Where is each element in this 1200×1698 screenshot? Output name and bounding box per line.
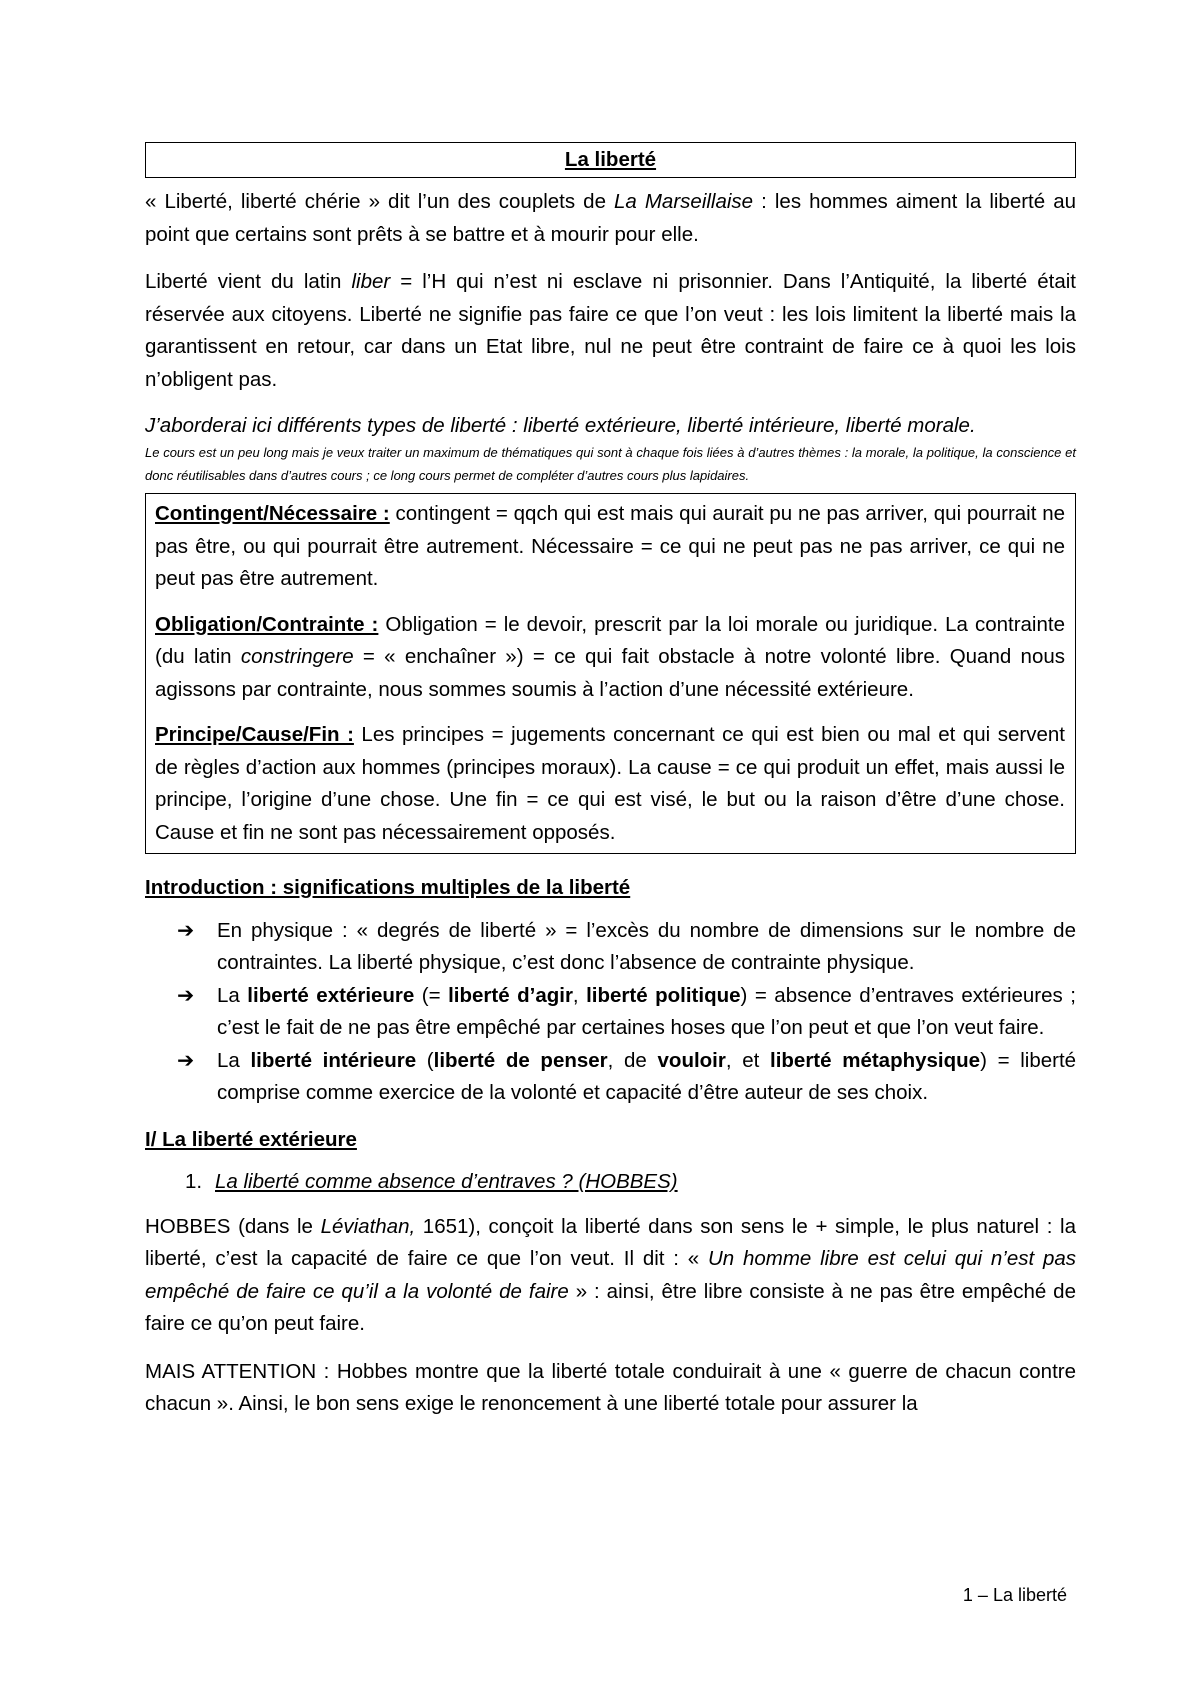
arrow-right-icon: ➔ bbox=[177, 918, 195, 942]
list-item: ➔ La liberté intérieure (liberté de penser, de vouloir, et liberté métaphysique) = liberté comprise comme exercice de la volonté et capacité d’être auteur de ses choix. bbox=[177, 1045, 1076, 1110]
definition-obligation: Obligation/Contrainte : Obligation = le devoir, prescrit par la loi morale ou juridique. La contrainte (du latin constringere = « enchaîner ») = ce qui fait obstacle à notre volonté libre. Quand nous agissons par contrainte, nous sommes soumis à l’action d’une nécessité extérieure. bbox=[155, 612, 1065, 701]
page-title: La liberté bbox=[145, 142, 1076, 178]
hobbes-paragraph-1: HOBBES (dans le Léviathan, 1651), conçoit la liberté dans son sens le + simple, le plus naturel : la liberté, c’est la capacité de faire ce que l’on veut. Il dit : « Un homme libre est celui qui n’est pas empêché de faire ce qu’il a la volonté de faire » : ainsi, être libre consiste à ne pas être empêché de faire ce qu’on peut faire. bbox=[145, 1214, 1077, 1335]
section-1-heading: I/ La liberté extérieure bbox=[145, 1127, 357, 1151]
definitions-box bbox=[145, 493, 1076, 854]
arrow-right-icon: ➔ bbox=[177, 983, 195, 1007]
author-note: Le cours est un peu long mais je veux traiter un maximum de thématiques qui sont à chaque fois liées à d’autres thèmes : la morale, la politique, la conscience et donc réutilisables dans d’autres cours ; ce long cours permet de compléter d’autres cours plus lapidaires. bbox=[145, 445, 1076, 483]
term-obligation: Obligation/Contrainte : bbox=[155, 612, 379, 636]
list-item: ➔ La liberté extérieure (= liberté d’agir, liberté politique) = absence d’entraves extérieures ; c’est le fait de ne pas être empêché par certaines hoses que l’on peut et que l’on veut faire. bbox=[177, 980, 1076, 1045]
introduction-heading: Introduction : significations multiples de la liberté bbox=[145, 876, 631, 899]
subsection-1-heading: 1. La liberté comme absence d’entraves ? (HOBBES) bbox=[185, 1170, 678, 1193]
hobbes-paragraph-2: MAIS ATTENTION : Hobbes montre que la liberté totale conduirait à une « guerre de chacun contre chacun ». Ainsi, le bon sens exige le renoncement à une liberté totale pour assurer la bbox=[145, 1359, 1076, 1415]
term-principe: Principe/Cause/Fin : bbox=[155, 723, 354, 746]
intro-paragraph-2: Liberté vient du latin liber = l’H qui n’est ni esclave ni prisonnier. Dans l’Antiquité, la liberté était réservée aux citoyens. Liberté ne signifie pas faire ce que l’on veut : les lois limitent la liberté mais la garantissent en retour, car dans un Etat libre, nul ne peut être contraint de faire ce à quoi les lois n’obligent pas. bbox=[145, 270, 1076, 391]
definition-principe: Principe/Cause/Fin : Les principes = jugements concernant ce qui est bien ou mal et qui servent de règles d’action aux hommes (principes moraux). La cause = ce qui produit un effet, mais aussi le principe, l’origine d’une chose. Une fin = ce qui est visé, le but ou la raison d’être d’une chose. Cause et fin ne sont pas nécessairement opposés. bbox=[155, 723, 1065, 844]
document-page bbox=[145, 142, 1076, 1436]
list-item: ➔ En physique : « degrés de liberté » = l’excès du nombre de dimensions sur le nombre de contraintes. La liberté physique, c’est donc l’absence de contrainte physique. bbox=[177, 915, 1076, 980]
intent-statement: J’aborderai ici différents types de liberté : liberté extérieure, liberté intérieure, liberté morale. bbox=[145, 414, 976, 437]
page-footer: 1 – La liberté bbox=[962, 1585, 1067, 1605]
intro-paragraph-1: « Liberté, liberté chérie » dit l’un des couplets de La Marseillaise : les hommes aiment la liberté au point que certains sont prêts à se battre et à mourir pour elle. bbox=[145, 190, 1076, 246]
arrow-right-icon: ➔ bbox=[177, 1048, 195, 1072]
introduction-list bbox=[145, 915, 1076, 1110]
definition-contingent: Contingent/Nécessaire : contingent = qqch qui est mais qui aurait pu ne pas arriver, qui pourrait ne pas être, ou qui pourrait être autrement. Nécessaire = ce qui ne peut pas ne pas arriver, ce qui ne peut pas être autrement. bbox=[155, 502, 1065, 590]
term-contingent: Contingent/Nécessaire : bbox=[155, 502, 390, 525]
